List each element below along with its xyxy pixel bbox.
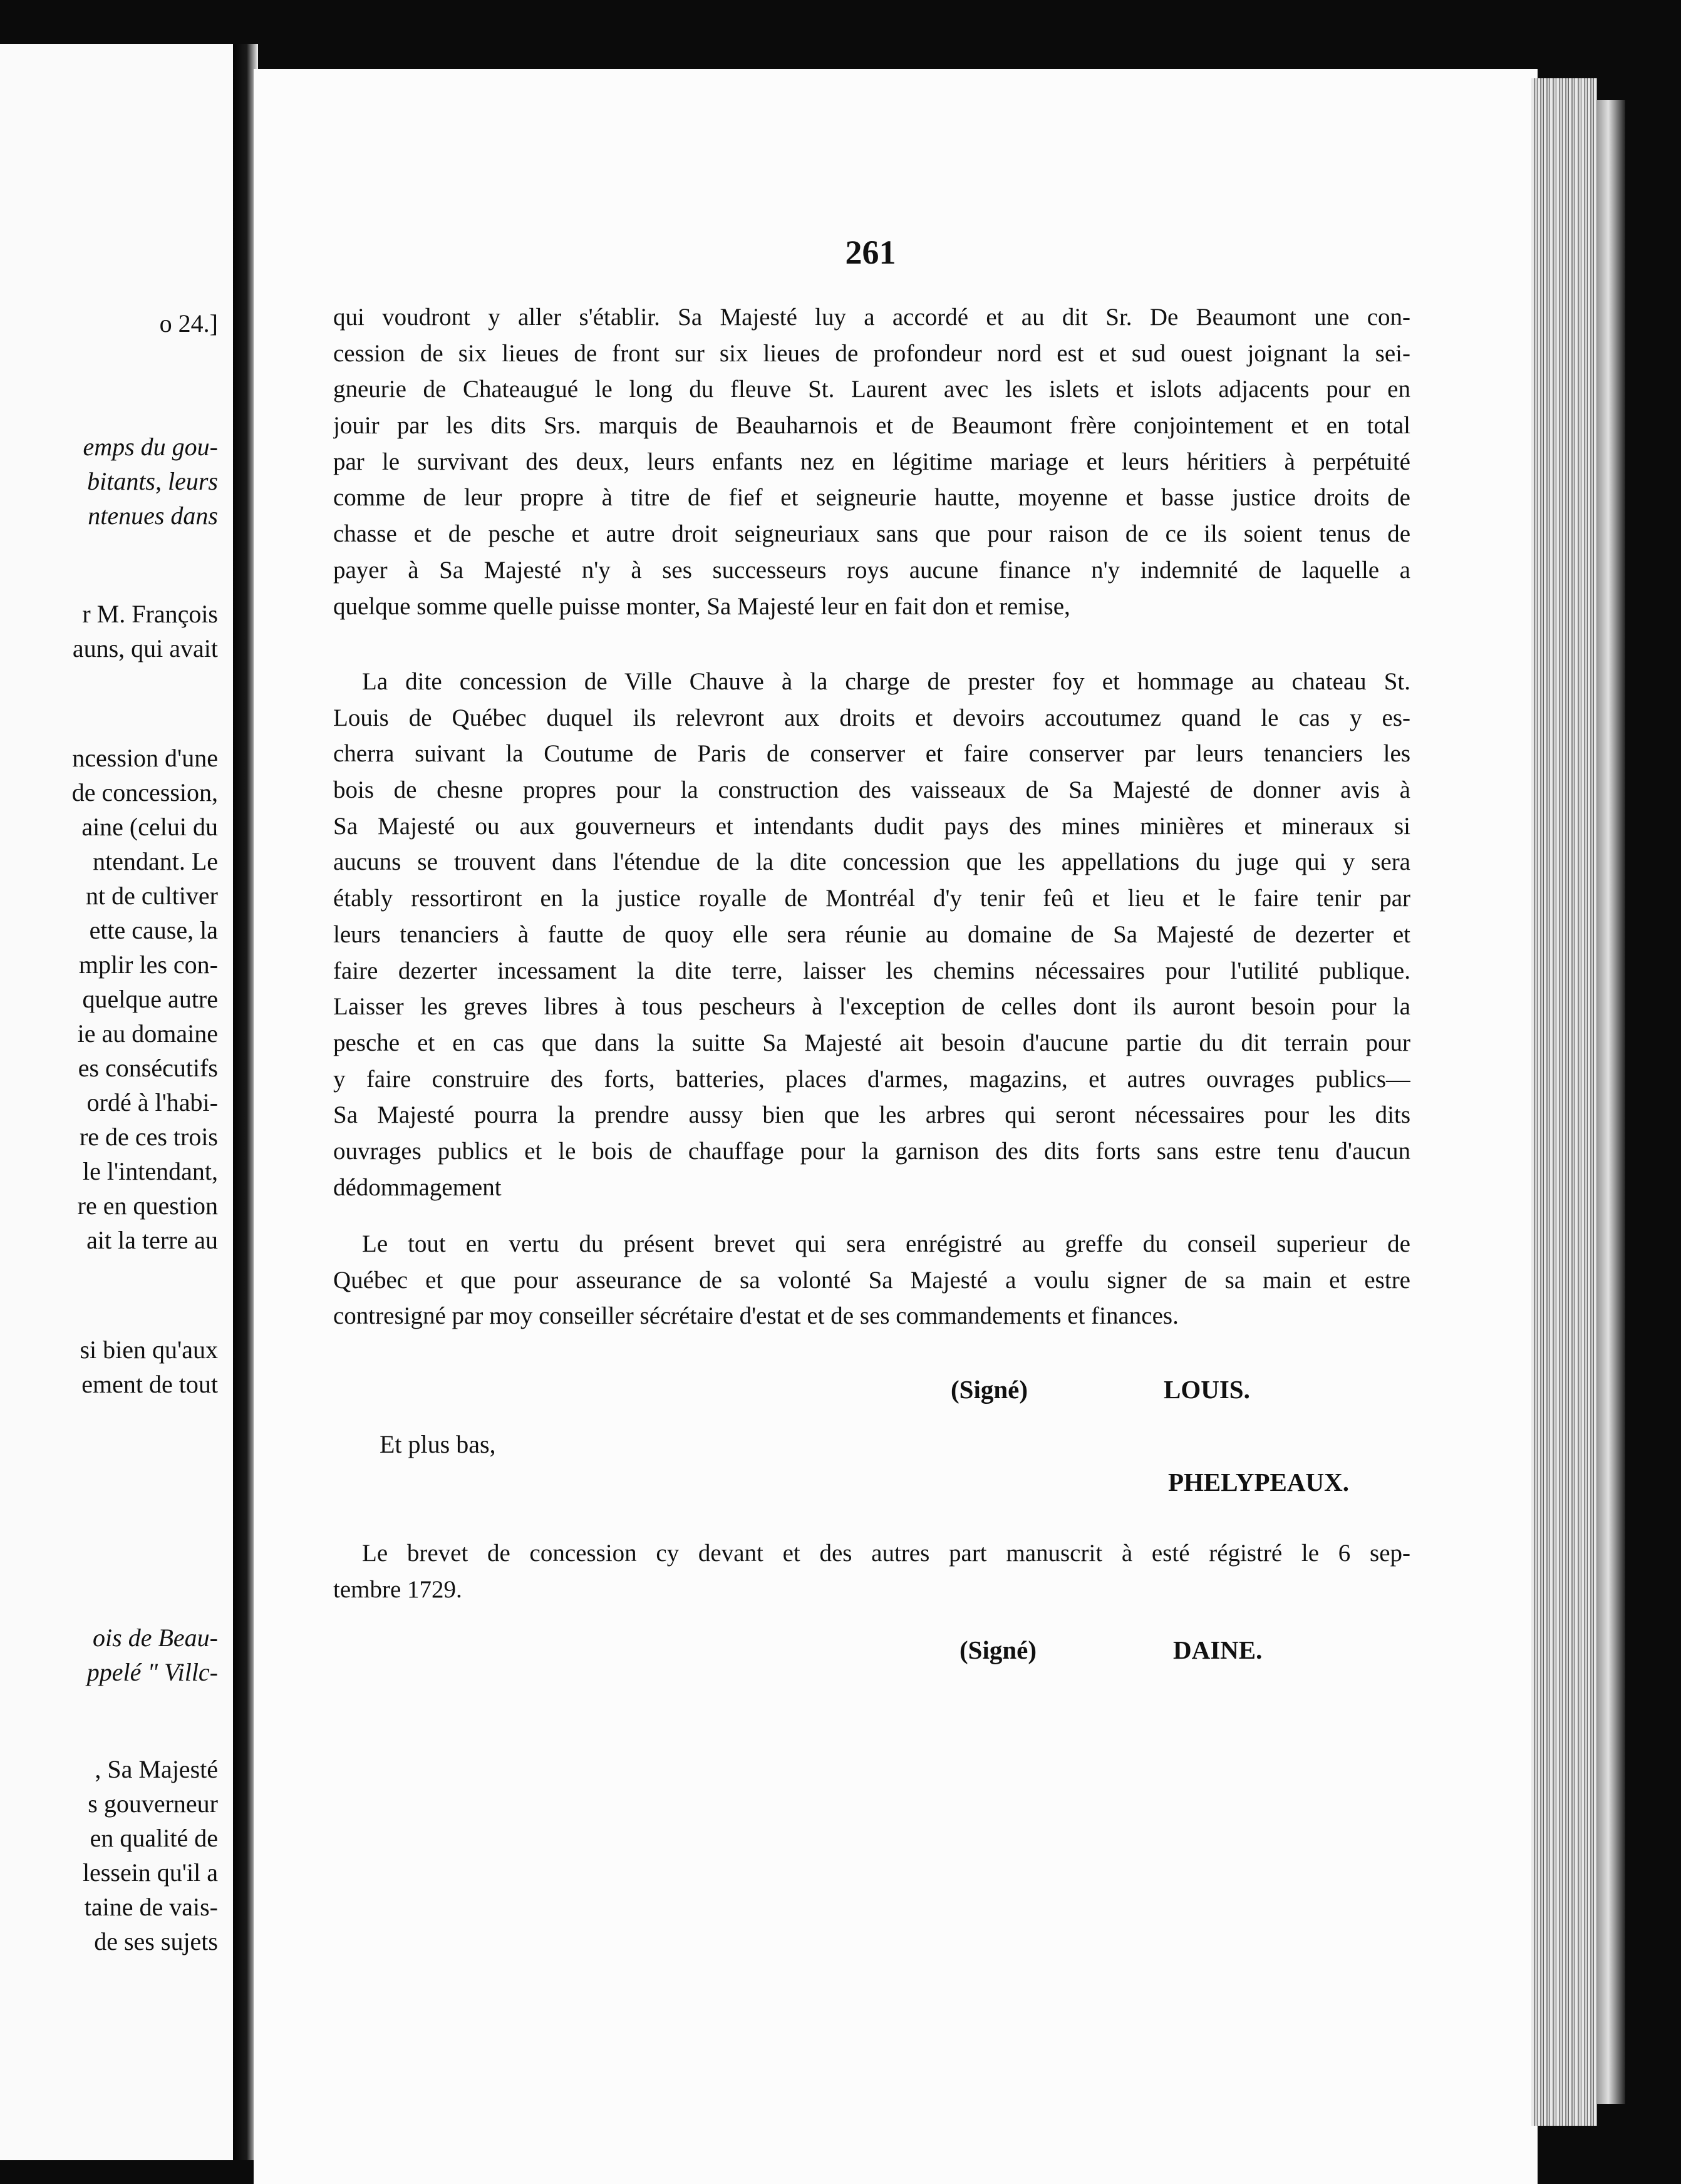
et-plus-bas: Et plus bas,	[380, 1430, 496, 1458]
paragraph-2	[333, 664, 1410, 1205]
signature-louis: LOUIS.	[1164, 1375, 1250, 1404]
left-page-text-fragment: ait la terre au	[86, 1226, 218, 1254]
left-page-text-fragment: en qualité de	[90, 1824, 218, 1852]
text-line: qui voudront y aller s'établir. Sa Majesté luy a accordé et au dit Sr. De Beaumont une con-	[333, 304, 1410, 331]
signature-phelypeaux: PHELYPEAUX.	[1168, 1468, 1349, 1496]
text-line: cession de six lieues de front sur six lieues de profondeur nord est et sud ouest joignant la sei-	[333, 339, 1410, 367]
left-page-text-fragment: taine de vais-	[84, 1893, 218, 1921]
left-page-text-fragment: ette cause, la	[89, 916, 218, 944]
text-line: jouir par les dits Srs. marquis de Beauharnois et de Beaumont frère conjointement et en total	[333, 412, 1410, 440]
text-line: Sa Majesté pourra la prendre aussy bien que les arbres qui seront nécessaires pour les dits	[333, 1101, 1410, 1129]
left-page-text-fragment: r M. François	[82, 600, 218, 628]
left-page-text-fragment: de ses sujets	[94, 1927, 218, 1955]
left-page-text-fragment: , Sa Majesté	[95, 1755, 218, 1783]
text-line: Québec et que pour asseurance de sa volonté Sa Majesté a voulu signer de sa main et estre	[333, 1266, 1410, 1294]
signature-label-2: (Signé)	[959, 1635, 1037, 1664]
text-line: pesche et en cas que dans la suitte Sa Majesté ait besoin d'aucune partie du dit terrain pour	[333, 1029, 1410, 1056]
text-line: Louis de Québec duquel ils relevront aux droits et devoirs accoutumez quand le cas y es-	[333, 704, 1410, 731]
text-line: ouvrages publics et le bois de chauffage pour la garnison des dits forts sans estre tenu d'aucun	[333, 1137, 1410, 1165]
paragraph-1	[333, 299, 1410, 624]
left-page-text-fragment: lessein qu'il a	[82, 1858, 218, 1887]
text-line: Le tout en vertu du présent brevet qui sera enrégistré au greffe du conseil superieur de	[362, 1230, 1410, 1257]
text-line: faire dezerter incessament la dite terre, laisser les chemins nécessaires pour l'utilité publique.	[333, 957, 1410, 984]
signature-label-1: (Signé)	[951, 1375, 1028, 1404]
text-line: payer à Sa Majesté n'y à ses successeurs roys aucune finance n'y indemnité de laquelle a	[333, 556, 1410, 584]
left-page-text-fragment: re en question	[77, 1192, 218, 1220]
text-line: Le brevet de concession cy devant et des autres part manuscrit à esté régistré le 6 sep-	[362, 1540, 1410, 1567]
left-page-text-fragment: re de ces trois	[79, 1123, 218, 1151]
left-page-text-fragment: ie au domaine	[77, 1019, 218, 1048]
left-page-text-fragment: emps du gou-	[83, 433, 218, 461]
left-page-text-fragment: le l'intendant,	[82, 1157, 218, 1185]
text-line: tembre 1729.	[333, 1575, 462, 1603]
text-line: La dite concession de Ville Chauve à la charge de prester foy et hommage au chateau St.	[362, 668, 1410, 695]
left-page-text-fragment: ppelé " Villc-	[86, 1658, 218, 1686]
page-number: 261	[845, 234, 896, 271]
left-page-text-fragment: de concession,	[71, 778, 218, 806]
left-page-text-fragment: ordé à l'habi-	[86, 1088, 218, 1116]
book-edge-shadow	[1597, 100, 1625, 2104]
text-line: Sa Majesté ou aux gouverneurs et intendants dudit pays des mines minières et mineraux si	[333, 812, 1410, 840]
text-line: quelque somme quelle puisse monter, Sa Majesté leur en fait don et remise,	[333, 592, 1070, 620]
text-line: Laisser les greves libres à tous pescheurs à l'exception de celles dont ils auront besoin pour la	[333, 993, 1410, 1021]
left-page-text-fragment: ement de tout	[81, 1370, 218, 1398]
text-line: leurs tenanciers à fautte de quoy elle sera réunie au domaine de Sa Majesté de dezerter et	[333, 920, 1410, 948]
left-page-text-fragment: aine (celui du	[81, 813, 218, 841]
left-facing-page	[0, 44, 233, 2160]
left-page-text-fragment: nt de cultiver	[85, 882, 218, 910]
left-page-text-fragment: auns, qui avait	[72, 634, 218, 662]
left-page-text-fragment: ncession d'une	[72, 744, 218, 772]
text-line: contresigné par moy conseiller sécrétaire d'estat et de ses commandements et finances.	[333, 1302, 1179, 1330]
text-line: comme de leur propre à titre de fief et seigneurie hautte, moyenne et basse justice droits de	[333, 484, 1410, 512]
left-page-text-fragment: o 24.]	[159, 309, 218, 337]
left-page-text-fragment: ntenues dans	[88, 502, 218, 530]
paragraph-4	[333, 1535, 1410, 1607]
text-line: dédommagement	[333, 1173, 502, 1201]
paragraph-3	[333, 1226, 1410, 1334]
left-page-text-fragment: es consécutifs	[78, 1054, 218, 1082]
left-page-text-fragment: ntendant. Le	[93, 847, 218, 875]
text-line: gneurie de Chateaugué le long du fleuve St. Laurent avec les islets et islots adjacents pour en	[333, 376, 1410, 403]
left-page-text-fragment: s gouverneur	[88, 1790, 218, 1818]
left-page-text-fragment: si bien qu'aux	[80, 1336, 218, 1364]
left-page-text-fragment: mplir les con-	[78, 950, 218, 979]
text-line: aucuns se trouvent dans l'étendue de la dite concession que les appellations du juge qui y sera	[333, 848, 1410, 876]
text-line: bois de chesne propres pour la construction des vaisseaux de Sa Majesté de donner avis à	[333, 776, 1410, 804]
text-line: cherra suivant la Coutume de Paris de conserver et faire conserver par leurs tenanciers les	[333, 740, 1410, 768]
left-page-text-fragment: ois de Beau-	[93, 1624, 218, 1652]
text-line: étably ressortiront en la justice royalle de Montréal d'y tenir feû et lieu et le faire tenir par	[333, 885, 1410, 912]
left-page-text-fragment: bitants, leurs	[87, 467, 218, 495]
signature-daine: DAINE.	[1173, 1635, 1263, 1664]
text-line: chasse et de pesche et autre droit seigneuriaux sans que pour raison de ce ils soient tenus de	[333, 520, 1410, 548]
text-line: par le survivant des deux, leurs enfants nez en légitime mariage et leurs héritiers à perpétuité	[333, 448, 1410, 475]
text-line: y faire construire des forts, batteries, places d'armes, magazins, et autres ouvrages publics—	[333, 1065, 1410, 1093]
left-page-text-fragment: quelque autre	[82, 985, 218, 1013]
page-edges	[1531, 78, 1597, 2126]
